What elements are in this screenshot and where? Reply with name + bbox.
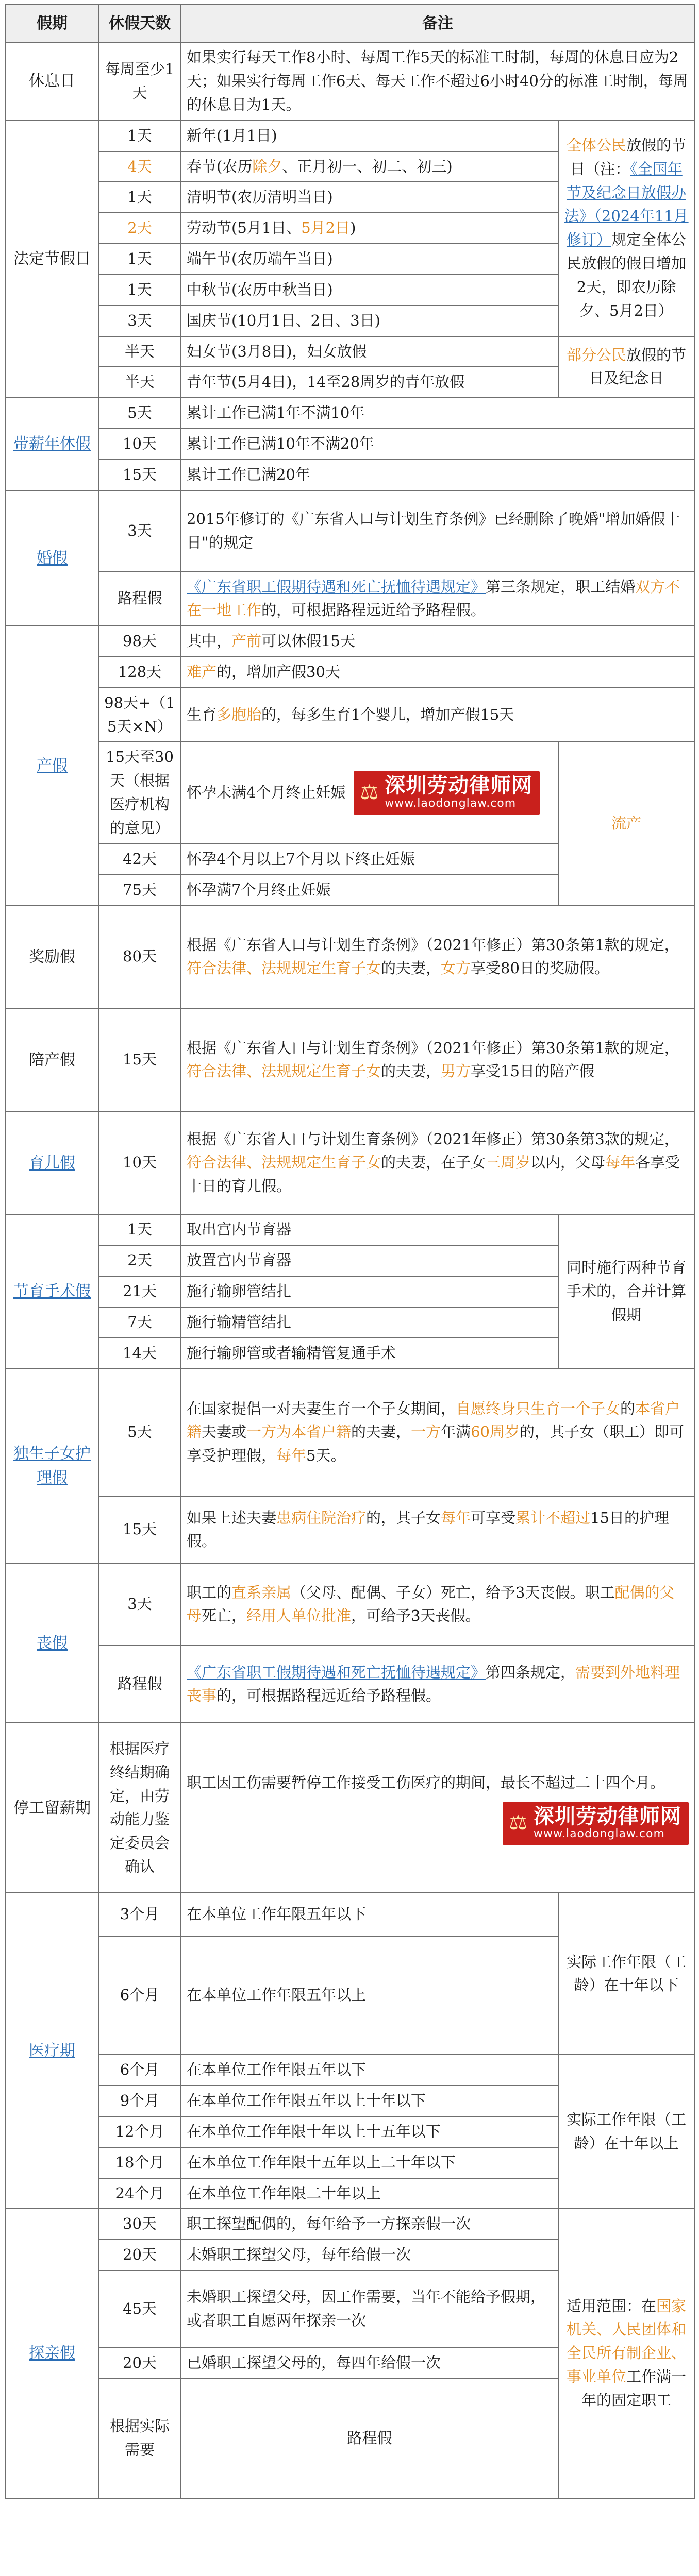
highlight-text: 本省户籍	[187, 1399, 680, 1441]
reward-days: 80天	[98, 905, 181, 1008]
highlight-text: 除夕	[252, 157, 282, 175]
contraception-days: 1天	[98, 1214, 181, 1245]
rest-type: 休息日	[6, 42, 98, 120]
contraception-note: 施行输卵管或者输精管复通手术	[181, 1338, 558, 1369]
childcare-note	[181, 1111, 694, 1214]
bereavement-days: 路程假	[98, 1646, 181, 1723]
note-text: 的，其子女	[366, 1509, 441, 1527]
highlight-text: 女方	[441, 959, 471, 977]
highlight-text: 每年	[441, 1509, 471, 1527]
scales-of-justice-icon: ⚖	[509, 1811, 527, 1835]
medical-days: 12个月	[98, 2116, 181, 2147]
annual-leave-link[interactable]: 带薪年休假	[13, 435, 91, 453]
marriage-row-1	[6, 490, 694, 572]
highlight-text: 直系亲属	[231, 1583, 292, 1601]
reward-type: 奖励假	[6, 905, 98, 1008]
scales-of-justice-icon: ⚖	[360, 781, 379, 805]
holiday-type: 法定节假日	[6, 121, 98, 398]
maternity-note	[181, 742, 558, 843]
note-text: 15日的护理假。	[187, 1509, 669, 1550]
onlychild-leave-link[interactable]: 独生子女护理假	[13, 1445, 91, 1487]
maternity-days: 75天	[98, 875, 181, 906]
note-text: 的夫妻，在子女	[381, 1154, 486, 1172]
note-text: 5天。	[306, 1447, 346, 1465]
highlight-text: 三周岁	[486, 1154, 531, 1172]
onlychild-days: 15天	[98, 1496, 181, 1563]
side-text: 放假的节日及纪念日	[589, 346, 687, 387]
family-days: 根据实际需要	[98, 2379, 181, 2498]
highlight-text: 国家机关、人民团体和全民所有制企业、事业单位	[566, 2297, 687, 2386]
medical-note: 在本单位工作年限五年以下	[181, 2055, 558, 2086]
note-text: 以内，父母	[530, 1154, 606, 1172]
marriage-row-2	[6, 572, 694, 626]
bereavement-row-1	[6, 1563, 694, 1646]
note-text: 的，可根据路程远近给予路程假。	[217, 1687, 441, 1705]
watermark-wrap	[187, 1802, 689, 1845]
highlight-text: 患病住院治疗	[276, 1509, 367, 1527]
medical-days: 6个月	[98, 1936, 181, 2055]
medical-leave-link[interactable]: 医疗期	[29, 2042, 75, 2060]
note-text: 根据《广东省人口与计划生育条例》（2021年修正）第30条第1款的规定，	[187, 936, 679, 954]
maternity-note: 怀孕满7个月终止妊娠	[181, 875, 558, 906]
annual-row-1	[6, 398, 694, 429]
contraception-note: 放置宫内节育器	[181, 1245, 558, 1276]
holiday-days: 半天	[98, 367, 181, 398]
holiday-desc: 新年(1月1日)	[181, 121, 558, 151]
highlight-text: 累计不超过	[515, 1509, 591, 1527]
side-text: 规定全体公民放假的假日增加2天，即农历除夕、5月2日）	[566, 231, 687, 319]
highlight-text: 一方	[411, 1423, 441, 1441]
marriage-days: 3天	[98, 490, 181, 572]
watermark-url: www.laodonglaw.com	[385, 797, 517, 810]
annual-note: 累计工作已满1年不满10年	[181, 398, 694, 429]
bereavement-row-2	[6, 1646, 694, 1723]
childcare-days: 10天	[98, 1111, 181, 1214]
childcare-type	[6, 1111, 98, 1214]
maternity-note	[181, 626, 694, 657]
note-text: 生育	[187, 705, 217, 723]
family-note: 已婚职工探望父母的，每四年给假一次	[181, 2348, 558, 2379]
marriage-note	[181, 572, 694, 626]
medical-note: 在本单位工作年限二十年以上	[181, 2178, 558, 2209]
annual-days: 15天	[98, 460, 181, 490]
watermark-logo	[503, 1802, 689, 1845]
contraception-side: 同时施行两种节育手术的，合并计算假期	[558, 1214, 694, 1368]
family-row-1	[6, 2209, 694, 2240]
note-text: 年满	[441, 1423, 471, 1441]
highlight-text: 5月2日	[301, 219, 351, 237]
highlight-text: 一方为本省户籍	[246, 1423, 352, 1441]
holiday-desc: 清明节(农历清明当日)	[181, 182, 558, 213]
family-days: 20天	[98, 2348, 181, 2379]
medical-note: 在本单位工作年限十五年以上二十年以下	[181, 2147, 558, 2178]
watermark-logo	[354, 771, 540, 814]
highlight-text: 需要到外地料理丧事	[187, 1663, 680, 1705]
childcare-row	[6, 1111, 694, 1214]
note-text: 享受80日的奖励假。	[471, 959, 609, 977]
annual-note: 累计工作已满20年	[181, 460, 694, 490]
contraception-row-1	[6, 1214, 694, 1245]
onlychild-note	[181, 1496, 694, 1563]
rest-row	[6, 42, 694, 120]
table-header	[6, 5, 694, 42]
medical-days: 3个月	[98, 1893, 181, 1936]
onlychild-row-2	[6, 1496, 694, 1563]
onlychild-type	[6, 1368, 98, 1563]
maternity-leave-link[interactable]: 产假	[37, 756, 68, 775]
injury-note	[181, 1723, 694, 1893]
medical-row-3	[6, 2055, 694, 2086]
maternity-side	[558, 742, 694, 905]
maternity-note	[181, 657, 694, 688]
highlight-text: 60周岁	[471, 1423, 520, 1441]
medical-days: 24个月	[98, 2178, 181, 2209]
maternity-row-4	[6, 742, 694, 843]
note-text: 的夫妻，	[381, 959, 441, 977]
holiday-days: 1天	[98, 121, 181, 151]
highlight-text: 难产	[187, 663, 217, 681]
note-text: 的，其子女（职工）即可享受护理假，	[187, 1423, 685, 1465]
contraception-type	[6, 1214, 98, 1368]
regulation-link[interactable]: 《广东省职工假期待遇和死亡抚恤待遇规定》	[187, 578, 486, 596]
highlight-text: 每年	[276, 1447, 307, 1465]
holiday-side-all	[558, 121, 694, 336]
maternity-days: 42天	[98, 844, 181, 875]
contraception-note: 取出宫内节育器	[181, 1214, 558, 1245]
holiday-desc	[181, 151, 558, 182]
holiday-days: 2天	[98, 213, 181, 244]
highlight-text: 全体公民	[566, 136, 626, 154]
note-text: 死亡，	[202, 1607, 247, 1625]
bereavement-note	[181, 1646, 694, 1723]
family-days: 20天	[98, 2240, 181, 2270]
holiday-desc: 中秋节(农历中秋当日)	[181, 275, 558, 306]
contraception-days: 2天	[98, 1245, 181, 1276]
side-text: 工作满一年的固定职工	[581, 2368, 687, 2409]
page	[5, 4, 694, 2499]
medical-note: 在本单位工作年限五年以上	[181, 1936, 558, 2055]
header-type: 假期	[6, 5, 98, 42]
onlychild-days: 5天	[98, 1368, 181, 1496]
side-text: 适用范围：在	[566, 2297, 656, 2315]
holiday-days: 1天	[98, 182, 181, 213]
medical-row-1	[6, 1893, 694, 1936]
injury-days: 根据医疗终结期确定，由劳动能力鉴定委员会确认	[98, 1723, 181, 1893]
highlight-text: 自愿终身只生育一个子女	[456, 1399, 621, 1417]
injury-type: 停工留薪期	[6, 1723, 98, 1893]
paternity-type: 陪产假	[6, 1008, 98, 1111]
highlight-text: 符合法律、法规规定生育子女	[187, 959, 381, 977]
annual-type	[6, 398, 98, 490]
contraception-days: 14天	[98, 1338, 181, 1369]
maternity-row-2	[6, 657, 694, 688]
desc-text: 春节(农历	[187, 157, 253, 175]
reward-row	[6, 905, 694, 1008]
watermark-title: 深圳劳动律师网	[534, 1804, 681, 1828]
highlight-text: 双方不在一地工作	[187, 578, 680, 619]
bereavement-leave-link[interactable]: 丧假	[37, 1634, 68, 1652]
bereavement-type	[6, 1563, 98, 1723]
maternity-days: 128天	[98, 657, 181, 688]
note-text: 职工的	[187, 1583, 232, 1601]
note-text: 其中，	[187, 632, 232, 650]
injury-row	[6, 1723, 694, 1893]
onlychild-note	[181, 1368, 694, 1496]
bereavement-note	[181, 1563, 694, 1646]
annual-row-2	[6, 429, 694, 460]
annual-days: 5天	[98, 398, 181, 429]
bereavement-days: 3天	[98, 1563, 181, 1646]
maternity-note	[181, 688, 694, 742]
contraception-days: 21天	[98, 1276, 181, 1307]
desc-text: )	[350, 219, 356, 237]
highlight-text: 经用人单位批准	[246, 1607, 352, 1625]
holiday-days: 3天	[98, 306, 181, 336]
note-text: 根据《广东省人口与计划生育条例》（2021年修正）第30条第3款的规定，	[187, 1130, 679, 1148]
holiday-desc	[181, 213, 558, 244]
family-side	[558, 2209, 694, 2498]
highlight-text: 产前	[231, 632, 262, 650]
onlychild-row-1	[6, 1368, 694, 1496]
note-text: 夫妻或	[202, 1423, 247, 1441]
highlight-text: 符合法律、法规规定生育子女	[187, 1062, 381, 1080]
note-text: （父母、配偶、子女）死亡，给予3天丧假。职工	[291, 1583, 615, 1601]
annual-days: 10天	[98, 429, 181, 460]
holiday-desc: 端午节(农历端午当日)	[181, 244, 558, 275]
holiday-regulation-link[interactable]: 《全国年节及纪念日放假办法》（2024年11月修订）	[564, 160, 689, 249]
contraception-note: 施行输卵管结扎	[181, 1276, 558, 1307]
marriage-days: 路程假	[98, 572, 181, 626]
note-text: 各享受十日的育儿假。	[187, 1154, 680, 1195]
note-text: 的，增加产假30天	[217, 663, 340, 681]
maternity-row-3	[6, 688, 694, 742]
note-text: 第四条规定，	[486, 1663, 576, 1681]
medical-days: 18个月	[98, 2147, 181, 2178]
header-days: 休假天数	[98, 5, 181, 42]
medical-days: 6个月	[98, 2055, 181, 2086]
watermark-text	[385, 774, 532, 810]
desc-text: 、正月初一、初二、初三)	[282, 157, 453, 175]
medical-side-over-10: 实际工作年限（工龄）在十年以上	[558, 2055, 694, 2209]
holiday-desc: 青年节(5月4日)，14至28周岁的青年放假	[181, 367, 558, 398]
maternity-note: 怀孕4个月以上7个月以下终止妊娠	[181, 844, 558, 875]
paternity-row	[6, 1008, 694, 1111]
note-text: 根据《广东省人口与计划生育条例》（2021年修正）第30条第1款的规定，	[187, 1039, 679, 1057]
watermark-title: 深圳劳动律师网	[385, 774, 533, 798]
highlight-text: 每年	[605, 1154, 636, 1172]
highlight-text: 配偶的父母	[187, 1583, 675, 1625]
holiday-days: 1天	[98, 244, 181, 275]
medical-note: 在本单位工作年限十年以上十五年以下	[181, 2116, 558, 2147]
highlight-text: 部分公民	[566, 346, 626, 364]
contraception-leave-link[interactable]: 节育手术假	[13, 1282, 91, 1301]
medical-days: 9个月	[98, 2086, 181, 2116]
highlight-text: 流产	[611, 814, 641, 832]
family-note: 未婚职工探望父母，因工作需要，当年不能给予假期，或者职工自愿两年探亲一次	[181, 2270, 558, 2348]
note-text: 第三条规定，职工结婚	[486, 578, 636, 596]
family-note: 职工探望配偶的，每年给予一方探亲假一次	[181, 2209, 558, 2240]
family-note: 路程假	[181, 2379, 558, 2498]
highlight-text: 多胞胎	[217, 705, 262, 723]
contraception-note: 施行输精管结扎	[181, 1307, 558, 1338]
holiday-desc: 国庆节(10月1日、2日、3日)	[181, 306, 558, 336]
maternity-days: 98天	[98, 626, 181, 657]
medical-note: 在本单位工作年限五年以下	[181, 1893, 558, 1936]
highlight-text: 男方	[441, 1062, 471, 1080]
note-text: 职工因工伤需要暂停工作接受工伤医疗的期间，最长不超过二十四个月。	[187, 1773, 665, 1791]
maternity-days: 98天+（15天×N）	[98, 688, 181, 742]
leave-table	[5, 4, 695, 2499]
reward-note	[181, 905, 694, 1008]
watermark-url: www.laodonglaw.com	[534, 1827, 665, 1841]
family-leave-link[interactable]: 探亲假	[29, 2344, 75, 2363]
highlight-text: 符合法律、法规规定生育子女	[187, 1154, 381, 1172]
note-text: ，可给予3天丧假。	[351, 1607, 480, 1625]
regulation-link[interactable]: 《广东省职工假期待遇和死亡抚恤待遇规定》	[187, 1663, 486, 1681]
rest-note: 如果实行每天工作8小时、每周工作5天的标准工时制，每周的休息日应为2天；如果实行每周工作6天、每天工作不超过6小时40分的标准工时制，每周的休息日为1天。	[181, 42, 694, 120]
maternity-days: 15天至30天（根据医疗机构的意见）	[98, 742, 181, 843]
rest-days: 每周至少1天	[98, 42, 181, 120]
note-text: 的	[620, 1399, 636, 1417]
paternity-note	[181, 1008, 694, 1111]
family-days: 45天	[98, 2270, 181, 2348]
maternity-row-1	[6, 626, 694, 657]
note-text: 享受15日的陪产假	[471, 1062, 594, 1080]
note-text: 的夫妻，	[381, 1062, 441, 1080]
maternity-type	[6, 626, 98, 905]
holiday-row-8	[6, 336, 694, 367]
medical-type	[6, 1893, 98, 2209]
holiday-side-partial	[558, 336, 694, 398]
holiday-days: 1天	[98, 275, 181, 306]
medical-side-under-10: 实际工作年限（工龄）在十年以下	[558, 1893, 694, 2055]
holiday-days: 半天	[98, 336, 181, 367]
note-text: 可以休假15天	[261, 632, 355, 650]
childcare-leave-link[interactable]: 育儿假	[29, 1154, 75, 1172]
desc-text: 劳动节(5月1日、	[187, 219, 302, 237]
marriage-type	[6, 490, 98, 626]
note-text: 的夫妻，	[351, 1423, 411, 1441]
family-type	[6, 2209, 98, 2498]
holiday-desc: 妇女节(3月8日)，妇女放假	[181, 336, 558, 367]
marriage-note: 2015年修订的《广东省人口与计划生育条例》已经删除了晚婚"增加婚假十日"的规定	[181, 490, 694, 572]
watermark-text	[534, 1805, 681, 1841]
note-text: 如果上述夫妻	[187, 1509, 277, 1527]
header-note: 备注	[181, 5, 694, 42]
note-text: 可享受	[471, 1509, 516, 1527]
annual-row-3	[6, 460, 694, 490]
maternity-note-wrap	[187, 771, 553, 814]
note-text: 的，每多生育1个婴儿，增加产假15天	[261, 705, 514, 723]
contraception-days: 7天	[98, 1307, 181, 1338]
note-text: 在国家提倡一对夫妻生育一个子女期间，	[187, 1399, 456, 1417]
medical-note: 在本单位工作年限五年以上十年以下	[181, 2086, 558, 2116]
note-text: 怀孕未满4个月终止妊娠	[187, 784, 346, 802]
marriage-leave-link[interactable]: 婚假	[37, 549, 68, 567]
annual-note: 累计工作已满10年不满20年	[181, 429, 694, 460]
holiday-days: 4天	[98, 151, 181, 182]
holiday-row-1	[6, 121, 694, 151]
family-note: 未婚职工探望父母，每年给假一次	[181, 2240, 558, 2270]
note-text: 的，可根据路程远近给予路程假。	[261, 601, 486, 619]
paternity-days: 15天	[98, 1008, 181, 1111]
side-text: 放假的节日（注：	[570, 136, 687, 178]
family-days: 30天	[98, 2209, 181, 2240]
